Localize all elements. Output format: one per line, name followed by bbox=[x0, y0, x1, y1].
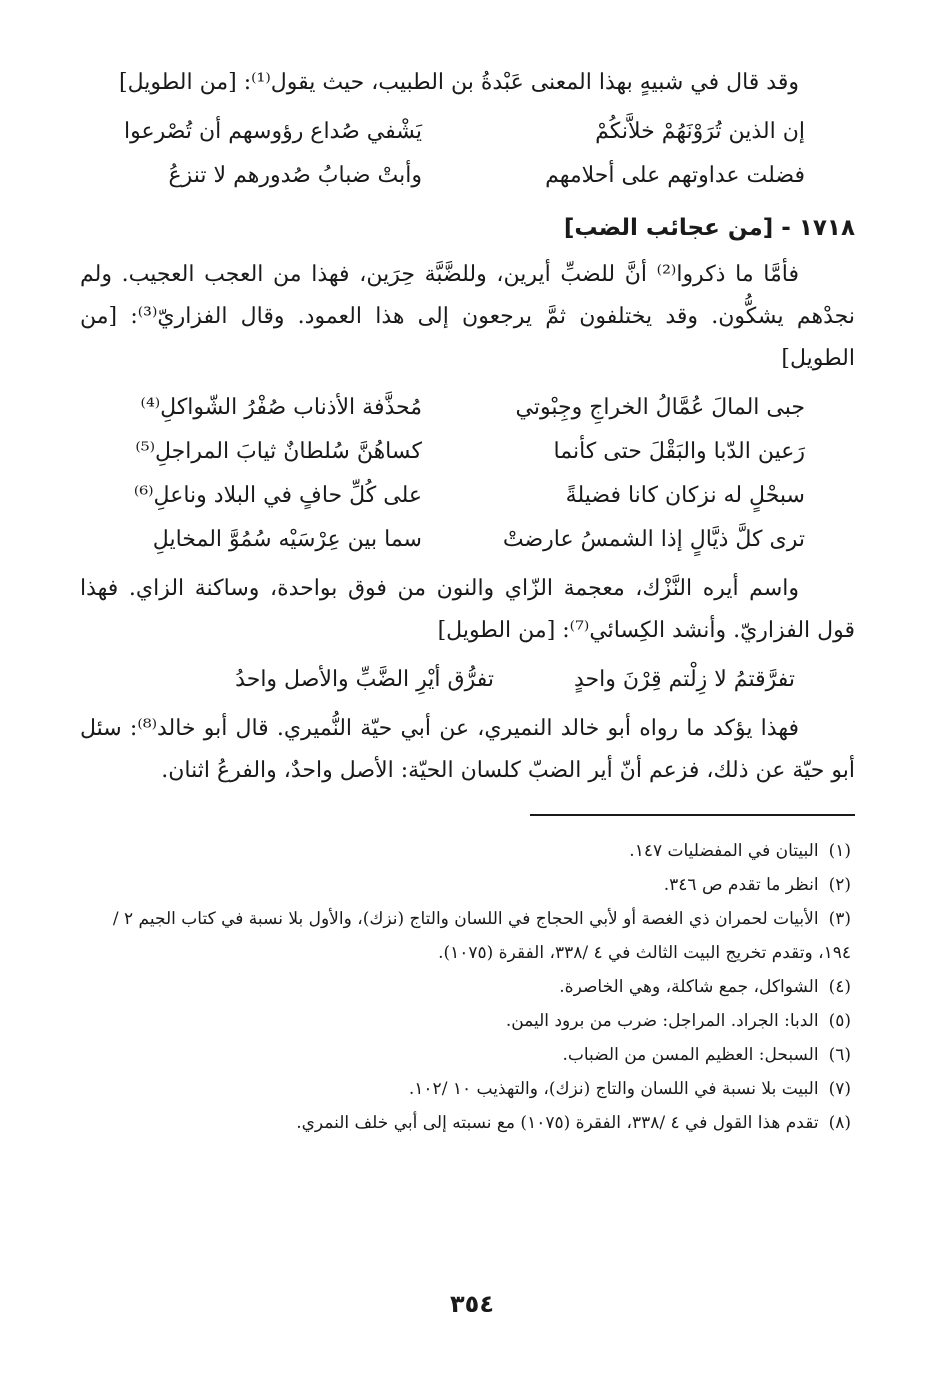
verse-line bbox=[80, 658, 855, 702]
footnote-number: (٣) bbox=[828, 909, 851, 929]
paragraph-3: واسم أيره النَّزْك، معجمة الزّاي والنون من فوق بواحدة، وساكنة الزاي. فهذا قول الفزاريّ. وأنشد الكِسائي⁽⁷⁾: [من الطويل] bbox=[80, 576, 855, 643]
verse-kisai bbox=[80, 658, 855, 702]
footnote-number: (٢) bbox=[828, 875, 851, 895]
verse-line bbox=[80, 474, 855, 518]
verse-hemistich-2: سما بين عِرْسَيْه سُمُوَّ المخايلِ bbox=[152, 527, 422, 552]
footnote bbox=[80, 834, 855, 868]
footnote bbox=[80, 902, 855, 970]
footnote bbox=[80, 1072, 855, 1106]
verse-hemistich-2: مُحذَّفة الأذناب صُفْرُ الشّواكلِ⁽⁴⁾ bbox=[140, 395, 422, 420]
verse-line bbox=[80, 154, 855, 198]
verse-line bbox=[80, 110, 855, 154]
footnote-divider bbox=[530, 814, 855, 816]
verse-line bbox=[80, 386, 855, 430]
verse-line bbox=[80, 430, 855, 474]
footnote-number: (٨) bbox=[828, 1113, 851, 1133]
paragraph-1: وقد قال في شبيهٍ بهذا المعنى عَبْدةُ بن الطبيب، حيث يقول⁽¹⁾: [من الطويل] bbox=[119, 70, 799, 95]
verse-hemistich-2: على كُلِّ حافٍ في البلاد وناعلِ⁽⁶⁾ bbox=[133, 483, 422, 508]
footnotes bbox=[80, 834, 855, 1140]
paragraph-2: فأمَّا ما ذكروا⁽²⁾ أنَّ للضبِّ أيرين، وللضَّبَّة حِرَين، فهذا من العجب العجيب. ولم نجدْهم يشكُّون. وقد يختلفون ثمَّ يرجعون إلى هذا العمود. وقال الفزاريّ⁽³⁾: [من الطويل] bbox=[80, 262, 855, 371]
verse-hemistich-1: ترى كلَّ ذيَّالٍ إذا الشمسُ عارضتْ bbox=[502, 527, 805, 552]
verse-hemistich-1: جبى المالَ عُمَّالُ الخراجِ وجِبْوتي bbox=[515, 395, 805, 420]
verse-hemistich-2: وأبتْ ضبابُ صُدورهم لا تنزعُ bbox=[168, 163, 422, 188]
footnote-number: (٥) bbox=[828, 1011, 851, 1031]
footnote-text: تقدم هذا القول في ٤ /٣٣٨، الفقرة (١٠٧٥) مع نسبته إلى أبي خلف النمري. bbox=[296, 1113, 819, 1133]
footnote-text: البيتان في المفضليات ١٤٧. bbox=[629, 841, 819, 861]
verses-abda bbox=[80, 110, 855, 198]
footnote-number: (٧) bbox=[828, 1079, 851, 1099]
footnote bbox=[80, 1106, 855, 1140]
verse-line bbox=[80, 518, 855, 562]
footnote bbox=[80, 1004, 855, 1038]
verses-fazari bbox=[80, 386, 855, 562]
footnote-number: (١) bbox=[828, 841, 851, 861]
verse-hemistich-1: فضلت عداوتهم على أحلامهم bbox=[545, 163, 805, 188]
footnote-text: الشواكل، جمع شاكلة، وهي الخاصرة. bbox=[559, 977, 819, 997]
verse-hemistich-2: تفرُّق أيْرِ الضَّبِّ والأصل واحدُ bbox=[235, 667, 494, 692]
footnote-text: البيت بلا نسبة في اللسان والتاج (نزك)، والتهذيب ١٠ /١٠٢. bbox=[408, 1079, 819, 1099]
verse-hemistich-1: تفرَّقتمُ لا زِلْتم قِرْنَ واحدٍ bbox=[573, 667, 795, 692]
footnote-text: الدبا: الجراد. المراجل: ضرب من برود اليمن. bbox=[505, 1011, 819, 1031]
footnote bbox=[80, 1038, 855, 1072]
verse-hemistich-1: سبحْلٍ له نزكان كانا فضيلةً bbox=[565, 483, 805, 508]
footnote-text: الأبيات لحمران ذي الغصة أو لأبي الحجاج في اللسان والتاج (نزك)، والأول بلا نسبة في كتاب الجيم ٢ / ١٩٤، وتقدم تخريج البيت الثالث في ٤ /٣٣٨، الفقرة (١٠٧٥). bbox=[112, 909, 851, 963]
verse-hemistich-1: رَعين الدّبا والبَقْلَ حتى كأنما bbox=[553, 439, 805, 464]
paragraph-4: فهذا يؤكد ما رواه أبو خالد النميري، عن أبي حيّة النُّميري. قال أبو خالد⁽⁸⁾: سئل أبو حيّة عن ذلك، فزعم أنّ أير الضبّ كلسان الحيّة: الأصل واحدٌ، والفرعُ اثنان. bbox=[80, 716, 855, 783]
verse-hemistich-2: يَشْفي صُداع رؤوسهم أن تُصْرعوا bbox=[124, 119, 422, 144]
page-content bbox=[80, 62, 855, 1140]
footnote-text: السبحل: العظيم المسن من الضباب. bbox=[562, 1045, 819, 1065]
page-number: ٣٥٤ bbox=[450, 1290, 494, 1318]
footnote bbox=[80, 868, 855, 902]
footnote-number: (٤) bbox=[828, 977, 851, 997]
verse-hemistich-2: كساهُنَّ سُلطانٌ ثيابَ المراجلِ⁽⁵⁾ bbox=[135, 439, 422, 464]
verse-hemistich-1: إن الذين تُرَوْنَهُمْ خلاَّنكُمْ bbox=[595, 119, 805, 144]
section-title: ١٧١٨ - [من عجائب الضب] bbox=[563, 215, 855, 241]
footnote-number: (٦) bbox=[828, 1045, 851, 1065]
footnote bbox=[80, 970, 855, 1004]
footnote-text: انظر ما تقدم ص ٣٤٦. bbox=[663, 875, 819, 895]
